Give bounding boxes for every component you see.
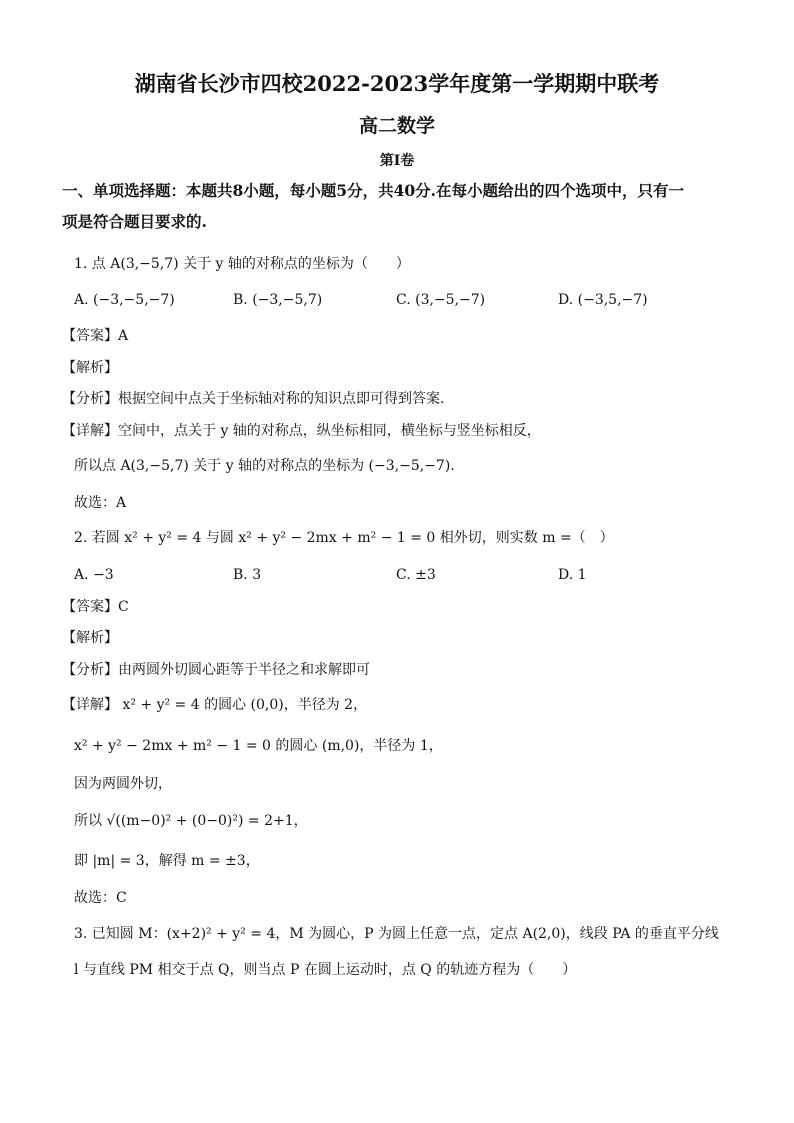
page-subtitle: 高二数学 <box>358 115 435 137</box>
section-heading-line1: 一、单项选择题：本题共8小题，每小题5分，共40分.在每小题给出的四个选项中，只有一 <box>62 181 685 200</box>
q2-detail-line2: x² + y² − 2mx + m² − 1 = 0 的圆心 (m,0)，半径为 1， <box>74 738 443 754</box>
q2-detail-line4: 所以 √((m−0)² + (0−0)²) = 2+1， <box>74 813 308 829</box>
q2-analysis: 【分析】由两圆外切圆心距等于半径之和求解即可 <box>62 662 370 678</box>
q1-option-d: D. (−3,5,−7) <box>558 292 648 308</box>
q1-option-b: B. (−3,−5,7) <box>233 292 323 308</box>
q1-detail-line2: 所以点 A(3,−5,7) 关于 y 轴的对称点的坐标为 (−3,−5,−7). <box>74 458 455 474</box>
q1-conclusion: 故选：A <box>74 495 127 511</box>
q1-detail: 【详解】空间中，点关于 y 轴的对称点，纵坐标相同，横坐标与竖坐标相反， <box>62 423 541 439</box>
q3-stem-line1: 3. 已知圆 M：(x+2)² + y² = 4，M 为圆心，P 为圆上任意一点，定点 A(2,0)，线段 PA 的垂直平分线 <box>74 926 719 942</box>
q2-option-a: A. −3 <box>74 567 114 583</box>
q2-option-d: D. 1 <box>558 567 587 583</box>
page-title: 湖南省长沙市四校2022-2023学年度第一学期期中联考 <box>134 71 660 96</box>
q2-jiexi-label: 【解析】 <box>62 630 118 646</box>
q1-option-a: A. (−3,−5,−7) <box>74 292 175 308</box>
volume-label: 第I卷 <box>379 153 415 169</box>
q2-detail-line5: 即 |m| = 3，解得 m = ±3， <box>74 853 260 869</box>
q1-analysis: 【分析】根据空间中点关于坐标轴对称的知识点即可得到答案. <box>62 391 445 407</box>
q2-detail-line3: 因为两圆外切， <box>74 776 172 792</box>
q2-option-c: C. ±3 <box>396 567 436 583</box>
q1-answer: 【答案】A <box>62 328 129 344</box>
q1-jiexi-label: 【解析】 <box>62 360 118 376</box>
q1-option-c: C. (3,−5,−7) <box>396 292 486 308</box>
q2-option-b: B. 3 <box>233 567 262 583</box>
q2-conclusion: 故选：C <box>74 890 127 906</box>
q2-stem: 2. 若圆 x² + y² = 4 与圆 x² + y² − 2mx + m² − 1 = 0 相外切，则实数 m =（ ） <box>74 530 614 546</box>
q3-stem-line2: l 与直线 PM 相交于点 Q，则当点 P 在圆上运动时，点 Q 的轨迹方程为（ ） <box>74 962 577 978</box>
q2-detail: 【详解】 x² + y² = 4 的圆心 (0,0)，半径为 2， <box>62 697 368 713</box>
q1-stem: 1. 点 A(3,−5,7) 关于 y 轴的对称点的坐标为（ ） <box>74 256 410 272</box>
q2-answer: 【答案】C <box>62 599 129 615</box>
section-heading-line2: 项是符合题目要求的. <box>62 212 207 231</box>
